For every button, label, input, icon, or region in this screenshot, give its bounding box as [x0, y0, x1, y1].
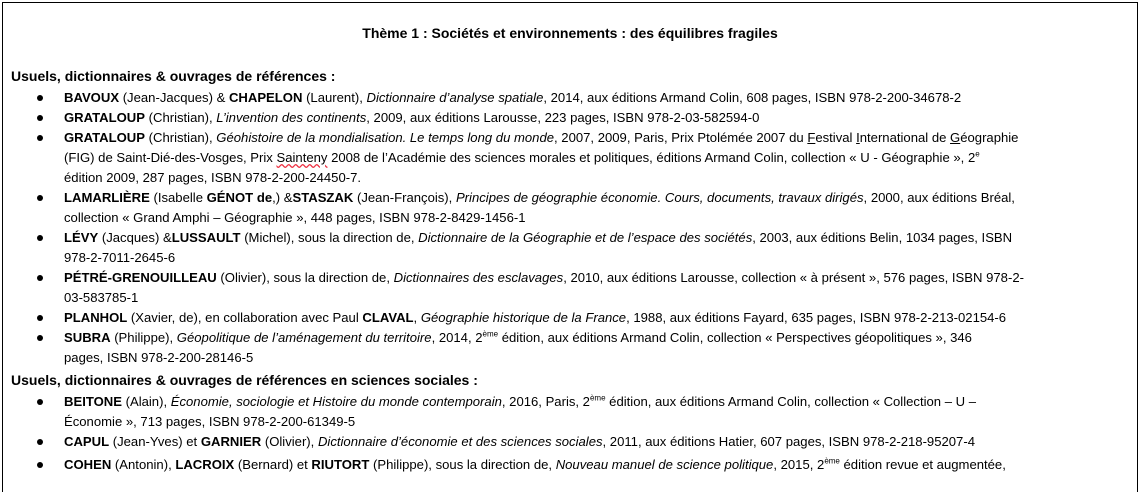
bullet-icon	[37, 115, 43, 121]
bullet-icon	[37, 275, 43, 281]
list-item	[64, 128, 1131, 148]
bullet-icon	[37, 235, 43, 241]
list-item	[64, 188, 1131, 208]
author-name: GÉNOT de	[206, 190, 273, 205]
book-title: Nouveau manuel de science politique	[555, 457, 774, 472]
document-title: Thème 1 : Sociétés et environnements : des équilibres fragiles	[362, 25, 778, 41]
author-name: LAMARLIÈRE	[64, 190, 150, 205]
bullet-icon	[37, 462, 43, 468]
list-item-continuation	[64, 208, 1131, 228]
bullet-icon	[37, 95, 43, 101]
bullet-icon	[37, 399, 43, 405]
author-first: (Michel), sous la direction de,	[240, 230, 419, 245]
list-item	[64, 328, 1131, 348]
author-name: RIUTORT	[311, 457, 370, 472]
author-first: (Christian),	[144, 130, 217, 145]
book-details: pages, ISBN 978-2-200-28146-5	[64, 350, 254, 365]
list-item-continuation	[64, 288, 1131, 308]
book-details: , 2014, 2	[431, 330, 483, 345]
list-item-continuation	[64, 148, 1131, 168]
author-name: LACROIX	[175, 457, 235, 472]
book-details: collection « Grand Amphi – Géographie », 448 pages, ISBN 978-2-8429-1456-1	[64, 210, 526, 225]
author-first: (Jacques) &	[98, 230, 172, 245]
author-first: (Xavier, de), en collaboration avec Paul	[127, 310, 363, 325]
superscript: ème	[824, 456, 840, 466]
book-title: L’invention des continents	[216, 110, 367, 125]
list-item-continuation	[64, 168, 1131, 188]
list-item	[64, 108, 1131, 128]
bullet-icon	[37, 335, 43, 341]
book-title: Économie, sociologie et Histoire du monde contemporain	[170, 394, 502, 409]
list-item-continuation	[64, 348, 1131, 368]
book-details: 978-2-7011-2645-6	[64, 250, 176, 265]
book-details: , 2015, 2	[773, 457, 825, 472]
author-first: (Philippe),	[110, 330, 177, 345]
list-item-continuation	[64, 248, 1131, 268]
author-name: GRATALOUP	[64, 110, 145, 125]
bullet-icon	[37, 195, 43, 201]
book-details: édition revue et augmentée,	[839, 457, 1006, 472]
author-first: (Alain),	[121, 394, 171, 409]
author-first: (Laurent),	[302, 90, 367, 105]
superscript: ème	[482, 329, 499, 339]
underlined-letter: I	[856, 130, 860, 145]
author-name: CLAVAL	[362, 310, 414, 325]
book-details: édition 2009, 287 pages, ISBN 978-2-200-24450-7.	[64, 170, 362, 185]
author-name: STASZAK	[292, 190, 354, 205]
book-details: , 2000, aux éditions Bréal,	[863, 190, 1015, 205]
book-title: Dictionnaire d’économie et des sciences sociales	[317, 434, 603, 449]
list-item	[64, 88, 1131, 108]
list-item-continuation	[64, 412, 1131, 432]
author-first: (Jean-François),	[353, 190, 456, 205]
author-name: CHAPELON	[228, 90, 303, 105]
list-item	[64, 432, 1131, 452]
book-title: Géopolitique de l’aménagement du territoire	[176, 330, 432, 345]
author-name: LUSSAULT	[171, 230, 241, 245]
book-details: , 2016, Paris, 2	[501, 394, 590, 409]
book-title: Dictionnaire de la Géographie et de l’espace des sociétés	[418, 230, 753, 245]
book-details: , 2007, 2009, Paris, Prix Ptolémée 2007 du	[554, 130, 808, 145]
bullet-icon	[37, 135, 43, 141]
author-first: (Philippe), sous la direction de,	[369, 457, 556, 472]
author-name: PLANHOL	[64, 310, 128, 325]
author-name: GARNIER	[200, 434, 262, 449]
bullet-icon	[37, 439, 43, 445]
author-first: (Bernard) et	[234, 457, 312, 472]
author-first: (Christian),	[144, 110, 217, 125]
list-item	[64, 455, 1131, 475]
book-details: 2008 de l’Académie des sciences morales et politiques, éditions Armand Colin, collection « U - Géographie », 2	[327, 150, 976, 165]
book-details: nternational de	[859, 130, 951, 145]
book-title: Dictionnaire d’analyse spatiale	[366, 90, 544, 105]
author-first: ,) &	[272, 190, 293, 205]
book-details: estival	[815, 130, 857, 145]
book-details: édition, aux éditions Armand Colin, collection « Perspectives géopolitiques », 346	[498, 330, 972, 345]
book-details: Économie », 713 pages, ISBN 978-2-200-61349-5	[64, 414, 356, 429]
author-first: (Jean-Jacques) &	[119, 90, 229, 105]
superscript: ème	[589, 393, 606, 403]
superscript: e	[975, 149, 980, 159]
author-first: (Isabelle	[149, 190, 207, 205]
book-title: Géographie historique de la France	[420, 310, 627, 325]
author-name: LÉVY	[64, 230, 99, 245]
section-heading-sciences-sociales: Usuels, dictionnaires & ouvrages de références en sciences sociales :	[11, 372, 478, 388]
author-name: COHEN	[64, 457, 112, 472]
book-title: Principes de géographie économie. Cours, documents, travaux dirigés	[455, 190, 864, 205]
author-name: SUBRA	[64, 330, 111, 345]
list-item	[64, 228, 1131, 248]
book-details: 03-583785-1	[64, 290, 139, 305]
author-first: (Olivier), sous la direction de,	[216, 270, 394, 285]
author-name: BEITONE	[64, 394, 122, 409]
author-first: ,	[413, 310, 421, 325]
list-item	[64, 268, 1131, 288]
book-details: (FIG) de Saint-Dié-des-Vosges, Prix	[64, 150, 277, 165]
book-details: édition, aux éditions Armand Colin, collection « Collection – U –	[605, 394, 976, 409]
list-item	[64, 392, 1131, 412]
book-details: éographie	[960, 130, 1019, 145]
book-details: , 2014, aux éditions Armand Colin, 608 pages, ISBN 978-2-200-34678-2	[543, 90, 962, 105]
book-details: , 2011, aux éditions Hatier, 607 pages, ISBN 978-2-218-95207-4	[602, 434, 975, 449]
author-first: (Antonin),	[111, 457, 176, 472]
section-heading-usuels: Usuels, dictionnaires & ouvrages de références :	[11, 68, 336, 84]
author-first: (Jean-Yves) et	[109, 434, 201, 449]
underlined-letter: F	[807, 130, 816, 145]
book-title: Dictionnaires des esclavages	[393, 270, 564, 285]
book-details: , 2003, aux éditions Belin, 1034 pages, ISBN	[752, 230, 1013, 245]
author-name: BAVOUX	[64, 90, 120, 105]
author-name: CAPUL	[64, 434, 110, 449]
spellcheck-word: Sainteny	[276, 150, 328, 165]
book-details: , 1988, aux éditions Fayard, 635 pages, ISBN 978-2-213-02154-6	[626, 310, 1007, 325]
bullet-icon	[37, 315, 43, 321]
author-name: PÉTRÉ-GRENOUILLEAU	[64, 270, 217, 285]
author-name: GRATALOUP	[64, 130, 145, 145]
book-details: , 2009, aux éditions Larousse, 223 pages, ISBN 978-2-03-582594-0	[366, 110, 760, 125]
author-first: (Olivier),	[261, 434, 318, 449]
book-details: , 2010, aux éditions Larousse, collection « à présent », 576 pages, ISBN 978-2-	[563, 270, 1024, 285]
list-item	[64, 308, 1131, 328]
book-title: Géohistoire de la mondialisation. Le temps long du monde	[216, 130, 555, 145]
underlined-letter: G	[950, 130, 961, 145]
